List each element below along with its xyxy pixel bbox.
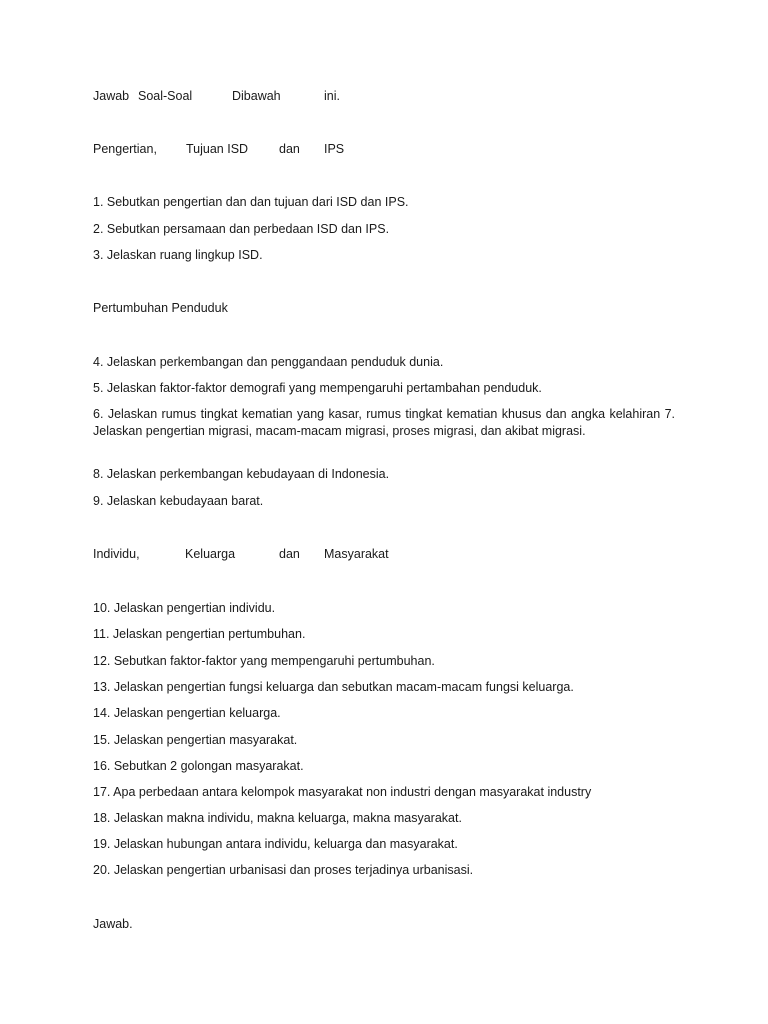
title-word: Soal-Soal [138,89,193,103]
question-item: 8. Jelaskan perkembangan kebudayaan di Indonesia. [93,467,390,481]
heading-word: IPS [324,142,345,156]
question-item: 4. Jelaskan perkembangan dan penggandaan penduduk dunia. [93,355,444,369]
question-item: 5. Jelaskan faktor-faktor demografi yang mempengaruhi pertambahan penduduk. [93,381,542,395]
question-item: 3. Jelaskan ruang lingkup ISD. [93,248,263,262]
heading-word: Tujuan ISD [186,142,249,156]
question-item: 16. Sebutkan 2 golongan masyarakat. [93,759,304,773]
question-item: 15. Jelaskan pengertian masyarakat. [93,733,298,747]
title-word: ini. [324,89,340,103]
question-item: 11. Jelaskan pengertian pertumbuhan. [93,627,306,641]
question-item-multiline: 6. Jelaskan rumus tingkat kematian yang kasar, rumus tingkat kematian khusus dan angka kelahiran 7. Jelaskan pengertian migrasi, macam-macam migrasi, proses migrasi, dan akibat migrasi. [93,407,675,438]
question-item: 19. Jelaskan hubungan antara individu, keluarga dan masyarakat. [93,837,458,851]
heading-word: dan [279,547,300,561]
question-item: 17. Apa perbedaan antara kelompok masyarakat non industri dengan masyarakat industry [93,785,592,799]
section-heading-isd-ips [93,141,493,157]
question-item: 18. Jelaskan makna individu, makna keluarga, makna masyarakat. [93,811,462,825]
section-heading-pertumbuhan-penduduk: Pertumbuhan Penduduk [93,301,228,315]
question-item: 9. Jelaskan kebudayaan barat. [93,494,264,508]
document-title [93,88,493,104]
heading-word: dan [279,142,300,156]
question-item: 13. Jelaskan pengertian fungsi keluarga dan sebutkan macam-macam fungsi keluarga. [93,680,574,694]
heading-word: Pengertian, [93,142,157,156]
question-item: 1. Sebutkan pengertian dan dan tujuan dari ISD dan IPS. [93,195,409,209]
title-word: Jawab [93,89,130,103]
question-item: 20. Jelaskan pengertian urbanisasi dan proses terjadinya urbanisasi. [93,863,474,877]
question-item: 2. Sebutkan persamaan dan perbedaan ISD dan IPS. [93,222,390,236]
question-item: 10. Jelaskan pengertian individu. [93,601,276,615]
title-word: Dibawah [232,89,281,103]
heading-word: Masyarakat [324,547,389,561]
heading-word: Keluarga [185,547,236,561]
question-item: 14. Jelaskan pengertian keluarga. [93,706,281,720]
section-heading-individu-keluarga-masyarakat [93,546,493,562]
heading-word: Individu, [93,547,140,561]
answer-label: Jawab. [93,917,133,931]
question-item: 12. Sebutkan faktor-faktor yang mempengaruhi pertumbuhan. [93,654,435,668]
